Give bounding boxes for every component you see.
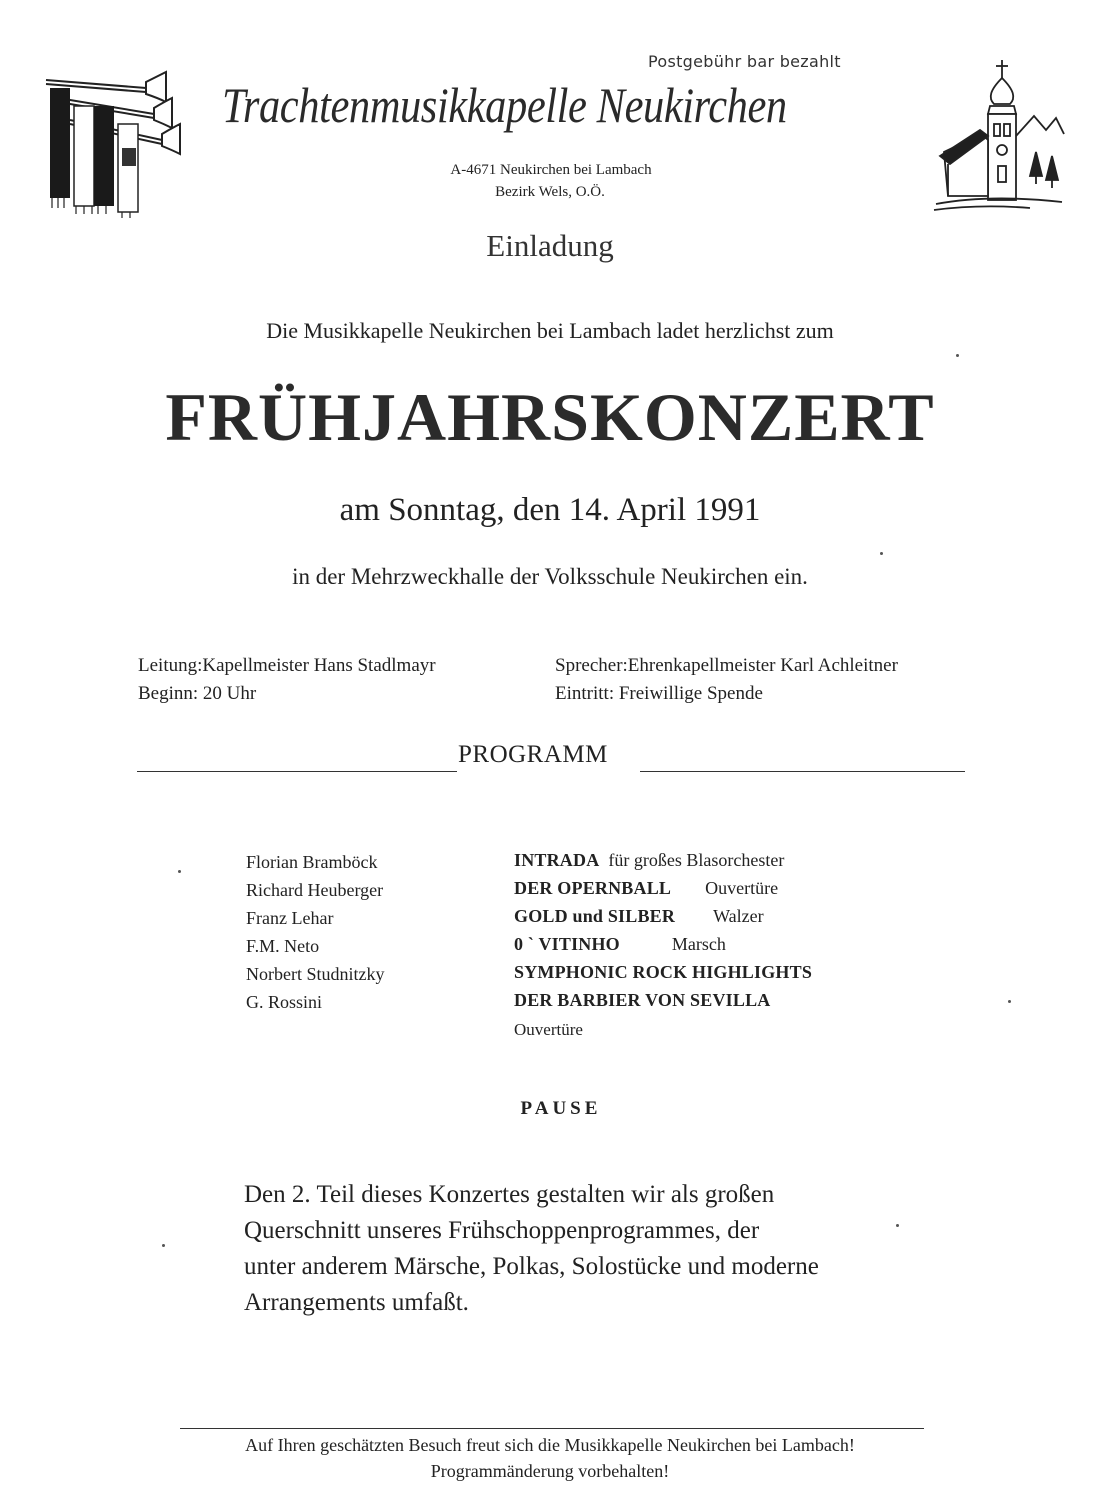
programm-rule-left: [137, 771, 457, 772]
program-piece: INTRADA für großes Blasorchester: [514, 850, 785, 870]
invitation-title: Einladung: [486, 228, 614, 263]
info-leitung: Leitung:Kapellmeister Hans Stadlmayr: [138, 655, 436, 676]
part2-line: Arrangements umfaßt.: [244, 1289, 469, 1316]
program-composer: Norbert Studnitzky: [246, 964, 385, 984]
program-piece: GOLD und SILBER Walzer: [514, 906, 764, 926]
program-piece: DER OPERNBALL Ouvertüre: [514, 878, 779, 898]
scan-speck: [956, 354, 959, 357]
concert-venue: in der Mehrzweckhalle der Volksschule Neukirchen ein.: [292, 564, 808, 589]
info-eintritt: Eintritt: Freiwillige Spende: [555, 683, 763, 704]
programm-rule-right: [640, 771, 965, 772]
part2-line: unter anderem Märsche, Polkas, Solostücke und moderne: [244, 1253, 819, 1280]
info-sprecher: Sprecher:Ehrenkapellmeister Karl Achleitner: [555, 655, 898, 676]
footer-rule: [180, 1428, 924, 1429]
info-beginn: Beginn: 20 Uhr: [138, 683, 257, 704]
footer-disclaimer: Programmänderung vorbehalten!: [430, 1461, 670, 1481]
program-composer: F.M. Neto: [246, 936, 320, 956]
scan-speck: [178, 870, 181, 873]
address-line-1: A-4671 Neukirchen bei Lambach: [450, 162, 652, 178]
part2-line: Den 2. Teil dieses Konzertes gestalten wir als großen: [244, 1181, 775, 1208]
program-piece-subtitle: Ouvertüre: [514, 1020, 583, 1039]
program-composer: Florian Bramböck: [246, 852, 378, 872]
concert-headline: FRÜHJAHRSKONZERT: [165, 379, 935, 455]
program-piece: SYMPHONIC ROCK HIGHLIGHTS: [514, 962, 813, 982]
part2-line: Querschnitt unseres Frühschoppenprogrammes, der: [244, 1217, 760, 1244]
program-piece: DER BARBIER VON SEVILLA: [514, 990, 771, 1010]
scan-speck: [162, 1244, 165, 1247]
footer-greeting: Auf Ihren geschätzten Besuch freut sich die Musikkapelle Neukirchen bei Lambach!: [245, 1435, 855, 1455]
postage-note: Postgebühr bar bezahlt: [648, 52, 841, 71]
org-name: Trachtenmusikkapelle Neukirchen: [222, 77, 787, 133]
program-composer: Franz Lehar: [246, 908, 334, 928]
scan-speck: [896, 1224, 899, 1227]
scan-speck: [1008, 1000, 1011, 1003]
concert-date: am Sonntag, den 14. April 1991: [339, 492, 761, 528]
invitation-intro: Die Musikkapelle Neukirchen bei Lambach ladet herzlichst zum: [266, 318, 834, 343]
pause-label: PAUSE: [520, 1098, 602, 1119]
address-line-2: Bezirk Wels, O.Ö.: [495, 184, 605, 200]
part2-description: [244, 1177, 1004, 1321]
programm-title: PROGRAMM: [458, 741, 608, 768]
program-composer: G. Rossini: [246, 992, 323, 1012]
program-composer: Richard Heuberger: [246, 880, 384, 900]
program-piece: 0 ` VITINHO Marsch: [514, 934, 726, 954]
scan-speck: [880, 552, 883, 555]
